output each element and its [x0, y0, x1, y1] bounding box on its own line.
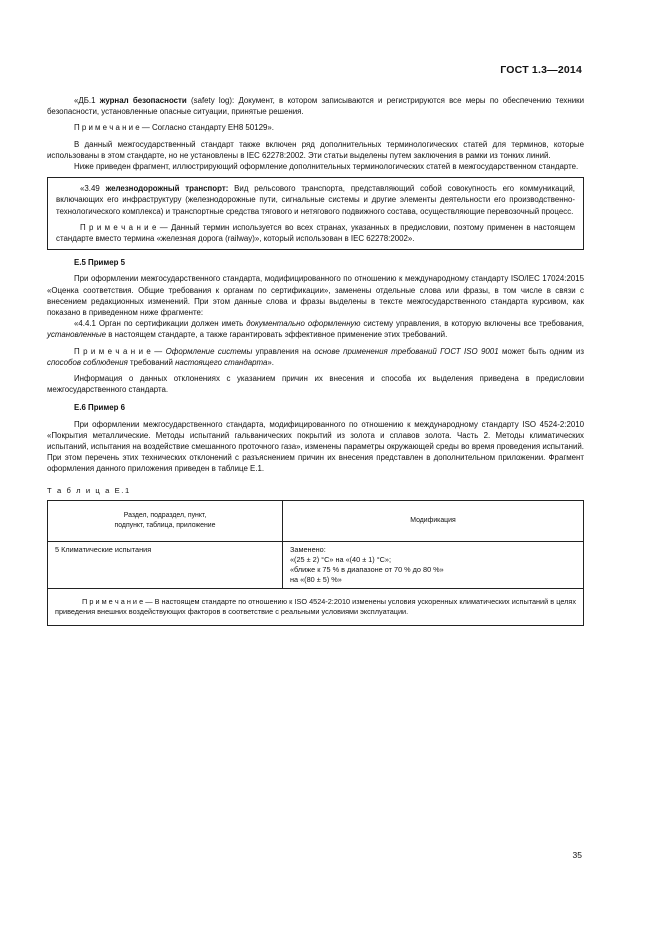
mod-line: Заменено: — [290, 544, 326, 554]
italic-run: основе применения требований ГОСТ ISO 9001 — [314, 346, 499, 356]
table-caption: Т а б л и ц а Е.1 — [47, 485, 131, 495]
term-number: «3.49 — [80, 184, 106, 194]
modifications-table — [47, 500, 584, 626]
note-text: — В настоящем стандарте по отношению к ISO 4524-2:2010 изменены условия ускоренных климатических испытаний в целях приведения внешних воздействующих факторов в соответствие с реальными условиями эксплуатации. — [55, 596, 576, 616]
note-paragraph — [47, 122, 584, 133]
text-run: требований — [127, 357, 176, 367]
italic-run: способов соблюдения — [47, 357, 128, 367]
section-title-e6: Е.6 Пример 6 — [74, 403, 126, 413]
framed-note — [56, 222, 575, 244]
text-run: управления на — [252, 346, 315, 356]
table-note-row — [48, 588, 584, 625]
table-row — [48, 541, 584, 588]
text-run: ». — [267, 357, 274, 367]
header-line: подпункт, таблица, приложение — [114, 521, 216, 529]
paragraph: При оформлении межгосударственного стандарта, модифицированного по отношению к международному стандарту ISO 4524-2:2010 «Покрытия металлические. Методы испытаний гальванических покрытий из золота и сплавов золота. Часть 2. Методы климатических испытаний, испытания на воздействие смешанного проточного газа», изменены параметры окружающей среды во время проведения испытаний. При этом перечень этих технических отклонений с разъяснением причин их внесения представлен в дополнительном приложении. Фрагмент оформления данного приложения приведен в таблице Е.1. — [47, 419, 584, 474]
paragraph: В данный межгосударственный стандарт также включен ряд дополнительных терминологических статей для терминов, которые использованы в этом стандарте, но не установлены в IEC 62278:2002. Эти статьи выделены путем заключения в рамки из тонких линий. — [47, 139, 584, 160]
italic-run: документально оформленную — [246, 319, 361, 329]
table-cell-modification — [283, 541, 584, 588]
table-cell-section: 5 Климатические испытания — [48, 541, 283, 588]
text-run: может быть одним из — [498, 346, 585, 356]
text-run: в настоящем стандарте, а также гарантировать эффективное применение этих требований. — [106, 330, 448, 340]
table-header-row — [48, 500, 584, 541]
paragraph: Информация о данных отклонениях с указанием причин их внесения и способа их выделения приведена в предисловии межгосударственного стандарта. — [47, 374, 584, 395]
note-paragraph — [47, 346, 584, 368]
term-definition: (safety log): Документ, в котором записываются и регистрируются все меры по обеспечению техники безопасности, установленные опасные ситуации, принятые решения. — [47, 96, 584, 117]
paragraph: При оформлении межгосударственного стандарта, модифицированного по отношению к международному стандарту ISO/IEC 17024:2015 «Оценка соответствия. Общие требования к органам по сертификации», заменены отдельные слова или фразы, в том числе в связи с внесением редакционных изменений. При этом данные слова и фразы выделены в тексте межгосударственного стандарта курсивом, как показано в приведенном ниже фрагменте: — [47, 274, 584, 318]
note-text: — Данный термин используется во всех странах, указанных в предисловии, поэтому применен в настоящем стандарте вместо термина «железная дорога (railway)», который использован в IEC 62278:2002». — [56, 222, 575, 244]
mod-line: «ближе к 75 % в диапазоне от 70 % до 80 %» — [290, 564, 444, 574]
italic-run: Оформление системы — [165, 346, 253, 356]
text-run: — — [150, 346, 166, 356]
note-text: — Согласно стандарту ЕН8 50129». — [139, 123, 274, 133]
paragraph: Ниже приведен фрагмент, иллюстрирующий оформление дополнительных терминологических статей в межгосударственном стандарте. — [74, 162, 579, 172]
page-number: 35 — [572, 850, 582, 860]
page-content — [47, 95, 584, 626]
quote-paragraph — [47, 318, 584, 340]
mod-line: «(25 ± 2) °С» на «(40 ± 1) °С»; — [290, 554, 392, 564]
note-label: П р и м е ч а н и е — [80, 222, 157, 232]
term-name: журнал безопасности — [99, 96, 187, 105]
text-run: систему управления, в которую включены все требования, — [360, 319, 584, 329]
section-title-e5: Е.5 Пример 5 — [74, 258, 126, 268]
paragraph-term-definition — [47, 95, 584, 117]
table-header-modification: Модификация — [283, 500, 584, 541]
framed-term-definition — [56, 183, 575, 217]
text-run: «4.4.1 Орган по сертификации должен иметь — [74, 319, 247, 329]
framed-term-box — [47, 177, 584, 250]
note-label: П р и м е ч а н и е — [74, 123, 140, 133]
term-definition: Вид рельсового транспорта, представляющий собой совокупность его коммуникаций, включающих его инфраструктуру (железнодорожные пути, сигнальные системы и другие элементы деятельности его производственно-технологического комплекса) и транспортные средства тягового и нетягового подвижного состава, осуществляющие перевозочный процесс. — [56, 184, 575, 216]
term-name: железнодорожный транспорт: — [105, 184, 229, 194]
table-header-section — [48, 500, 283, 541]
table-note-cell — [48, 588, 584, 625]
mod-line: на «(80 ± 5) %» — [290, 574, 342, 584]
document-code: ГОСТ 1.3—2014 — [500, 64, 582, 76]
term-number: «ДБ.1 — [74, 96, 100, 105]
header-line: Раздел, подраздел, пункт, — [123, 511, 207, 519]
italic-run: установленные — [47, 330, 107, 340]
note-label: П р и м е ч а н и е — [74, 346, 151, 356]
italic-run: настоящего стандарта — [175, 357, 268, 367]
note-label: П р и м е ч а н и е — [82, 596, 144, 606]
